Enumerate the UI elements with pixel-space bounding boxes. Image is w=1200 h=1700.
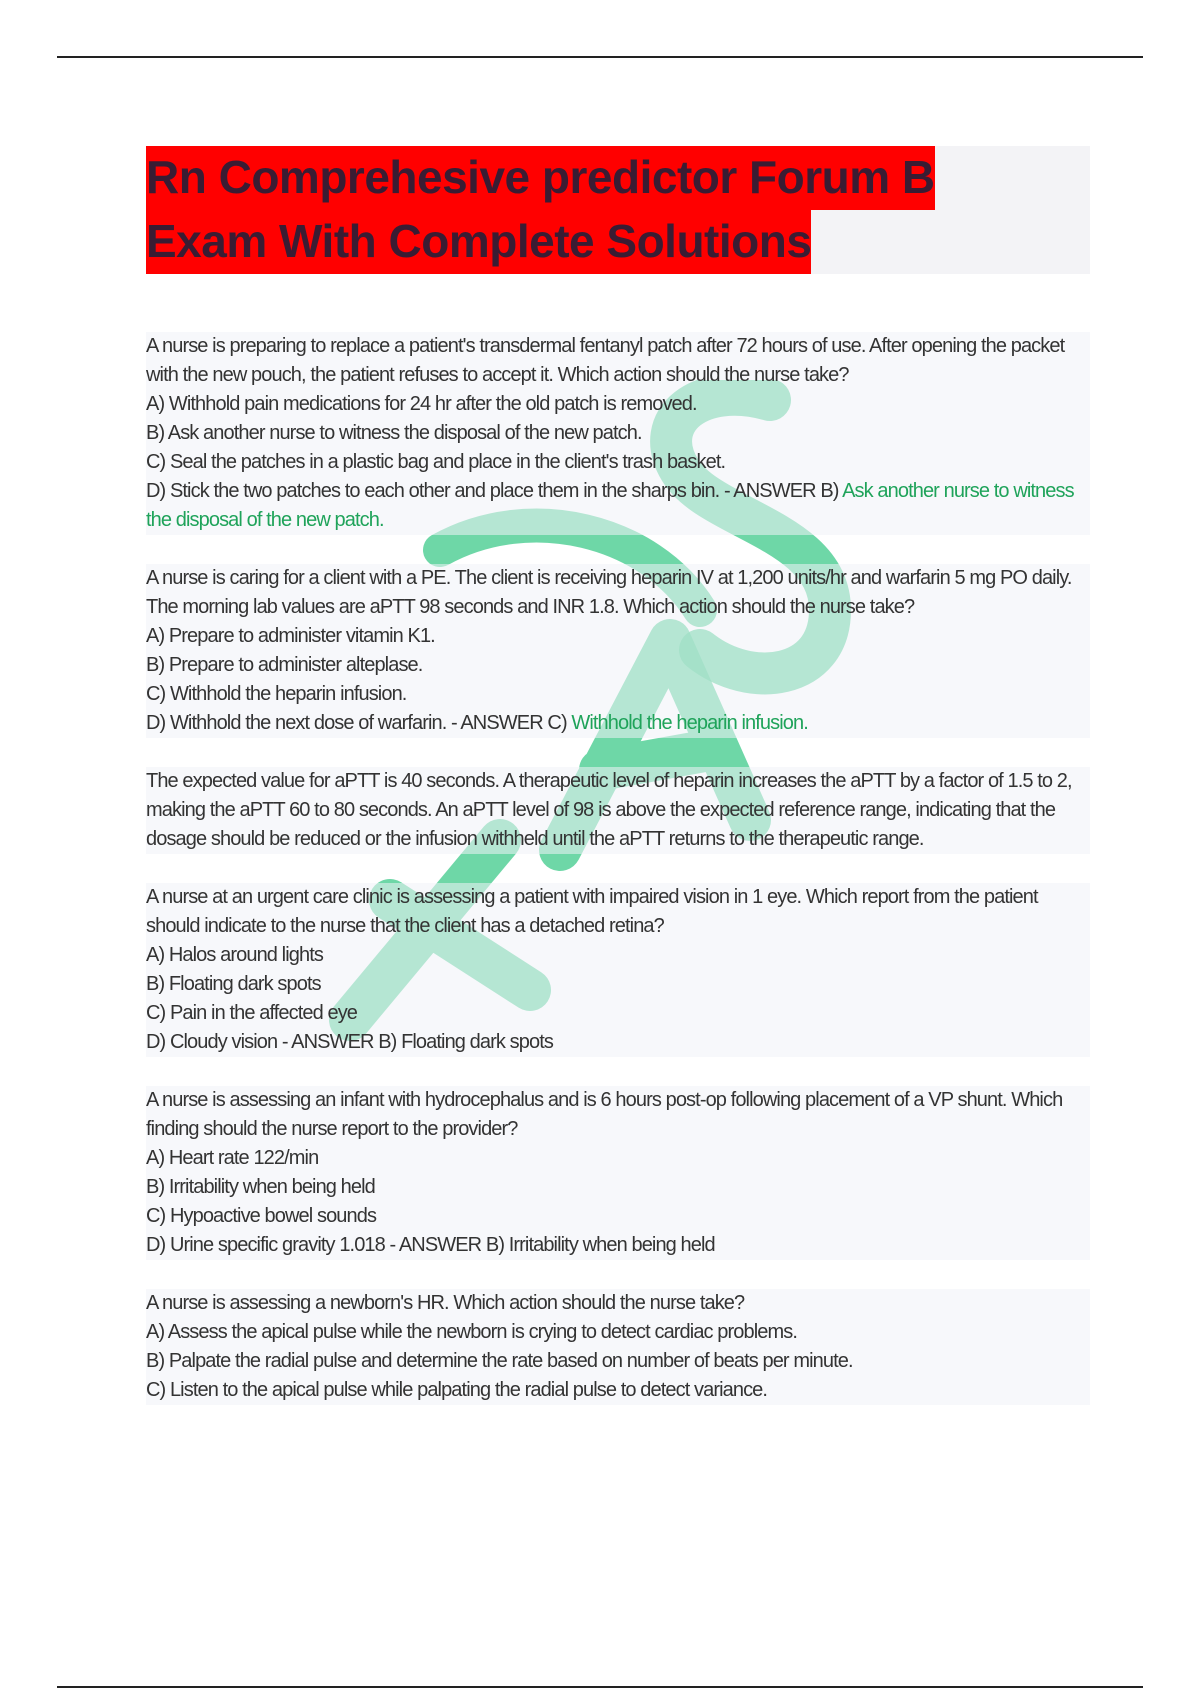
question-2-answer-prefix: D) Withhold the next dose of warfarin. - ANSWER C) [146, 712, 572, 734]
question-block-2 [146, 564, 1090, 738]
question-block-4 [146, 1086, 1090, 1260]
question-5-option-c: C) Listen to the apical pulse while palpating the radial pulse to detect variance. [146, 1379, 768, 1401]
question-5-option-a: A) Assess the apical pulse while the newborn is crying to detect cardiac problems. [146, 1321, 798, 1343]
question-4-line-1: A nurse is assessing an infant with hydrocephalus and is 6 hours post-op following placement of a VP shunt. Which [146, 1089, 1063, 1111]
question-block-3 [146, 883, 1090, 1057]
question-block-1 [146, 332, 1090, 535]
question-4-line-2: finding should the nurse report to the provider? [146, 1118, 518, 1140]
question-4-option-b: B) Irritability when being held [146, 1176, 375, 1198]
explanation-line-3: dosage should be reduced or the infusion withheld until the aPTT returns to the therapeutic range. [146, 828, 924, 850]
explanation-line-2: making the aPTT 60 to 80 seconds. An aPTT level of 98 is above the expected reference range, indicating that the [146, 799, 1056, 821]
question-2-option-d [146, 709, 1090, 738]
question-1-answer-prefix: D) Stick the two patches to each other and place them in the sharps bin. - ANSWER B) [146, 480, 843, 502]
top-rule [57, 56, 1143, 58]
question-5-option-b: B) Palpate the radial pulse and determine the rate based on number of beats per minute. [146, 1350, 853, 1372]
question-3-option-b: B) Floating dark spots [146, 973, 321, 995]
question-1-option-c: C) Seal the patches in a plastic bag and place in the client's trash basket. [146, 451, 726, 473]
bottom-rule [57, 1686, 1143, 1688]
question-1-answer-text-cont: the disposal of the new patch. [146, 509, 384, 531]
document-body [146, 332, 1090, 1434]
question-4-option-d: D) Urine specific gravity 1.018 - ANSWER B) Irritability when being held [146, 1234, 715, 1256]
question-1-answer-text: Ask another nurse to witness [842, 480, 1074, 502]
question-2-line-2: The morning lab values are aPTT 98 seconds and INR 1.8. Which action should the nurse take? [146, 596, 915, 618]
question-2-line-1: A nurse is caring for a client with a PE. The client is receiving heparin IV at 1,200 units/hr and warfarin 5 mg PO daily. [146, 567, 1072, 589]
question-1-option-d [146, 477, 1090, 506]
question-2-option-b: B) Prepare to administer alteplase. [146, 654, 423, 676]
question-4-option-c: C) Hypoactive bowel sounds [146, 1205, 377, 1227]
title-line-2: Exam With Complete Solutions [146, 210, 811, 274]
question-block-5 [146, 1289, 1090, 1405]
question-3-option-c: C) Pain in the affected eye [146, 1002, 358, 1024]
explanation-line-1: The expected value for aPTT is 40 seconds. A therapeutic level of heparin increases the aPTT by a factor of 1.5 to 2, [146, 770, 1072, 792]
explanation-block [146, 767, 1090, 854]
question-1-option-b: B) Ask another nurse to witness the disposal of the new patch. [146, 422, 642, 444]
question-2-answer-text: Withhold the heparin infusion. [571, 712, 808, 734]
question-3-option-d: D) Cloudy vision - ANSWER B) Floating dark spots [146, 1031, 553, 1053]
question-2-option-a: A) Prepare to administer vitamin K1. [146, 625, 435, 647]
question-1-option-a: A) Withhold pain medications for 24 hr after the old patch is removed. [146, 393, 697, 415]
question-3-option-a: A) Halos around lights [146, 944, 323, 966]
question-4-option-a: A) Heart rate 122/min [146, 1147, 319, 1169]
question-1-line-1: A nurse is preparing to replace a patient's transdermal fentanyl patch after 72 hours of use. After opening the packet [146, 335, 1065, 357]
question-3-line-1: A nurse at an urgent care clinic is assessing a patient with impaired vision in 1 eye. Which report from the patient [146, 886, 1038, 908]
document-title [146, 146, 1090, 274]
question-3-line-2: should indicate to the nurse that the client has a detached retina? [146, 915, 664, 937]
question-1-line-2: with the new pouch, the patient refuses to accept it. Which action should the nurse take? [146, 364, 849, 386]
question-2-option-c: C) Withhold the heparin infusion. [146, 683, 407, 705]
title-line-1: Rn Comprehesive predictor Forum B [146, 146, 935, 210]
question-5-line-1: A nurse is assessing a newborn's HR. Which action should the nurse take? [146, 1292, 745, 1314]
